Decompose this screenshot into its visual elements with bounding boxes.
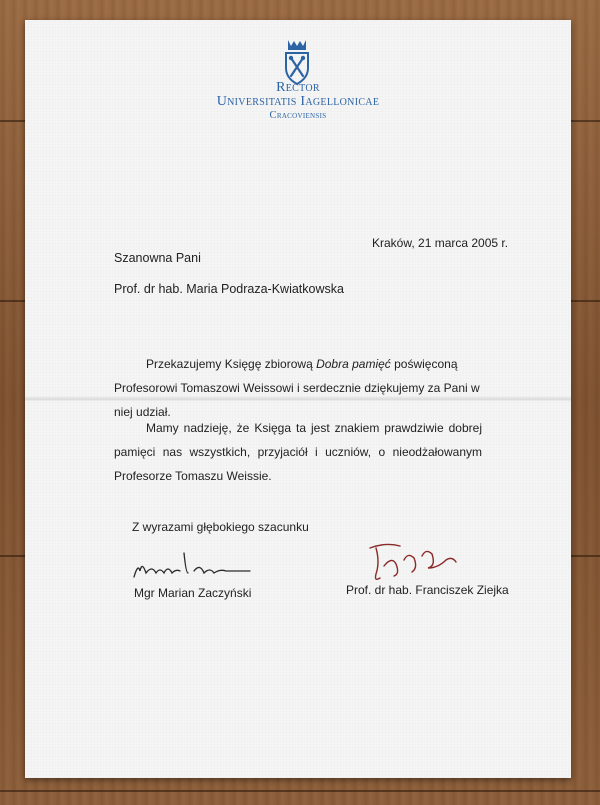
signatory-name: Mgr Marian Zaczyński [134, 586, 252, 600]
letter-date: Kraków, 21 marca 2005 r. [372, 236, 509, 250]
paragraph-1-start: Przekazujemy Księgę zbiorową [146, 357, 317, 371]
addressee: Prof. dr hab. Maria Podraza-Kwiatkowska [114, 282, 344, 296]
closing-phrase: Z wyrazami głębokiego szacunku [132, 520, 309, 534]
salutation: Szanowna Pani [114, 251, 201, 265]
signature-ziejka [366, 538, 461, 586]
paragraph-2-text: Mamy nadzieję, że Księga ta jest znakiem prawdziwie dobrej pamięci nas wszystkich, przyjaciół i uczniów, o nieodżałowanym Profesorze Tomaszu Weissie. [114, 421, 482, 483]
book-title: Dobra pamięć [316, 357, 391, 371]
signatory-name: Prof. dr hab. Franciszek Ziejka [346, 583, 509, 597]
paragraph-1-end: poświęconą Profesorowi Tomaszowi Weissowi i serdecznie dziękujemy za Pani w niej udział. [114, 357, 480, 419]
paragraph-1 [114, 352, 482, 424]
wood-plank-seam [0, 790, 600, 792]
letterhead-university: Universitatis Iagellonicae [216, 94, 380, 109]
letterhead-title: Rector [276, 80, 320, 95]
letterhead-city: Cracoviensis [269, 110, 327, 121]
signature-zaczynski [130, 543, 255, 583]
paragraph-2 [114, 416, 482, 488]
university-crest-icon [283, 38, 311, 86]
